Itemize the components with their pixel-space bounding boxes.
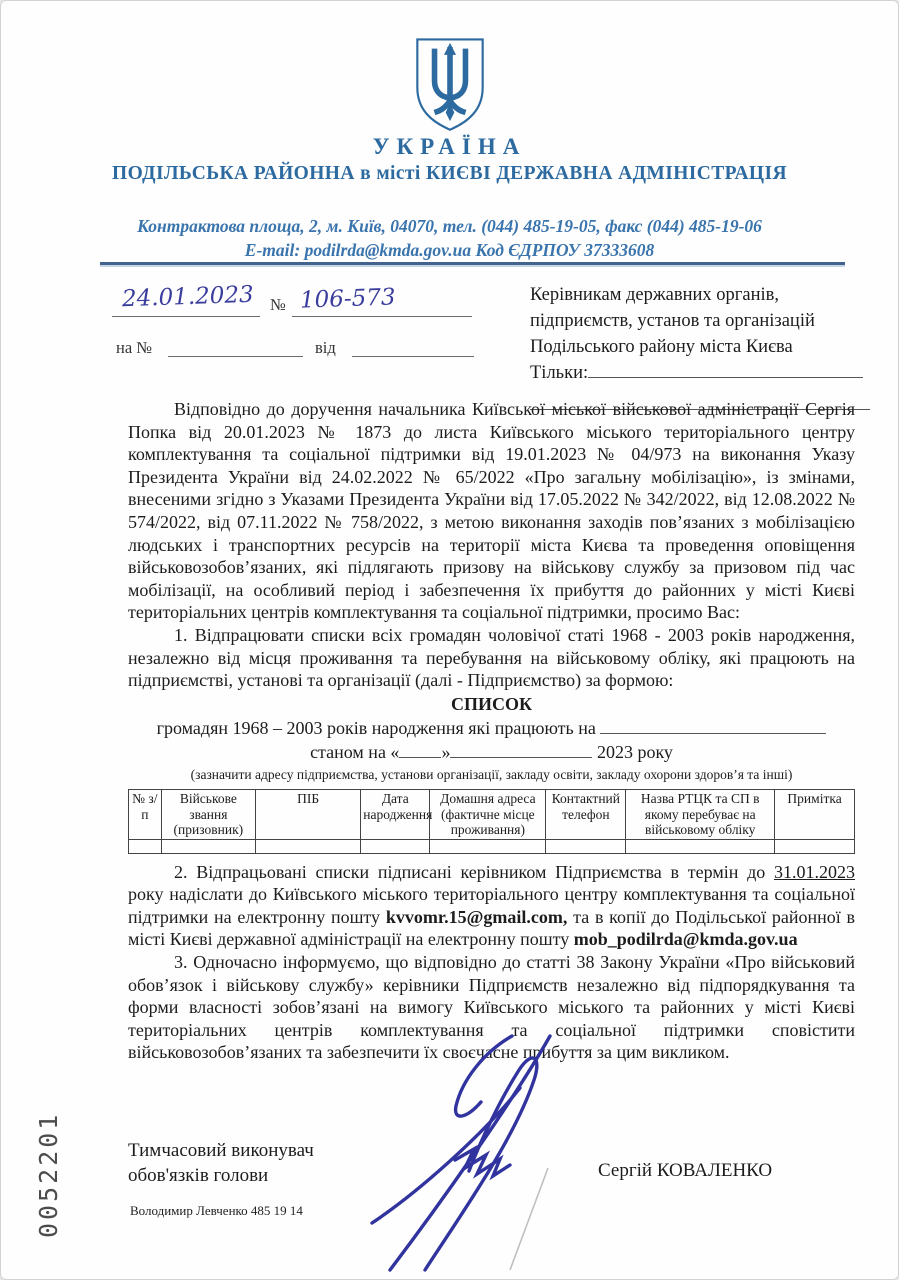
as-of-date-row	[128, 740, 855, 764]
signer-name: Сергій КОВАЛЕНКО	[598, 1160, 773, 1181]
list-form-table	[128, 789, 855, 854]
signer-position-line-2: обов'язків голови	[128, 1165, 269, 1186]
col-header-rtck: Назва РТЦК та СП в якому перебуває на військовому обліку	[626, 790, 775, 840]
col-header-phone: Контактний телефон	[546, 790, 626, 840]
contact-email-line: E-mail: podilrda@kmda.gov.ua Код ЄДРПОУ 37333608	[244, 240, 655, 260]
table-empty-row	[129, 839, 855, 853]
asof-close-quote: »	[441, 741, 451, 762]
col-header-notes: Примітка	[775, 790, 855, 840]
number-sign: №	[270, 295, 286, 314]
reply-number-line	[168, 356, 303, 357]
table-note: (зазначити адресу підприємства, установи організації, закладу освіти, закладу охорони здоров’я та інші)	[190, 766, 793, 782]
empty-cell	[256, 839, 361, 853]
list-subtitle	[128, 716, 855, 740]
p2-seg5: та в копії до Подільської районної в місті Києві державної адміністрації на електронну пошту	[128, 906, 856, 950]
only-blank-line	[588, 360, 863, 378]
outgoing-date-handwritten: 24.01.2023	[121, 281, 255, 313]
p2-email-kvvomr: kvvomr.15@gmail.com,	[385, 906, 568, 927]
paragraph-2	[128, 861, 855, 951]
emblem-block	[0, 36, 899, 139]
table-header-row	[129, 790, 855, 840]
empty-cell	[129, 839, 162, 853]
reply-to-number-label: на №	[116, 338, 153, 357]
asof-month-blank	[450, 740, 592, 758]
list-subtitle-text: громадян 1968 – 2003 років народження які працюють на	[156, 718, 596, 739]
reply-date-line	[352, 356, 474, 357]
empty-cell	[361, 839, 430, 853]
header-divider	[100, 262, 845, 267]
employer-blank-line	[600, 716, 826, 734]
col-header-name: ПІБ	[256, 790, 361, 840]
empty-cell	[546, 839, 626, 853]
col-header-address: Домашня адреса (фактичне місце проживання)	[430, 790, 546, 840]
paragraph-3: 3. Одночасно інформуємо, що відповідно до статті 38 Закону України «Про військовий обов’язок і військову службу» керівники Підприємств незалежно від підпорядкування та форми власності зобов’язані на вимогу Київського міського та районних у місті Києві територіальних центрів комплектування та соціальної підтримки сповістити військовозобов’язаних та забезпечити їх своєчасне прибуття за цим викликом.	[128, 951, 855, 1063]
empty-cell	[161, 839, 255, 853]
empty-cell	[626, 839, 775, 853]
signer-position	[128, 1138, 314, 1188]
addressee-line-2: підприємств, установ та організацій	[530, 311, 815, 331]
empty-cell	[430, 839, 546, 853]
country-name: УКРАЇНА	[372, 134, 527, 159]
outgoing-number-handwritten: 106-573	[299, 284, 397, 314]
only-label: Тільки:	[530, 363, 589, 383]
organization-title: ПОДІЛЬСЬКА РАЙОННА в місті КИЄВІ ДЕРЖАВНА АДМІНІСТРАЦІЯ	[112, 163, 787, 184]
signer-position-line-1: Тимчасовий виконувач	[128, 1140, 314, 1161]
paragraph-1: Відповідно до доручення начальника Київської міської військової адміністрації Сергія Попка від 20.01.2023 № 1873 до листа Київського міського територіального центру комплектування та соціальної підтримки від 19.01.2023 № 04/973 на виконання Указу Президента України від 24.02.2022 № 65/2022 «Про загальну мобілізацію», із змінами, внесеними згідно з Указами Президента України від 17.05.2022 № 342/2022, від 12.08.2022 № 574/2022, від 07.11.2022 № 758/2022, з метою виконання заходів пов’язаних з мобілізацією людських і транспортних ресурсів на території міста Києва та проведення оповіщення військовозобов’язаних, які підлягають призову на військову службу за призовом під час мобілізації, на особливий період і забезпечення їх прибуття до районних у місті Києві територіальних центрів комплектування та соціальної підтримки, просимо Вас:	[128, 399, 855, 623]
p2-seg1: 2. Відпрацьовані списки підписані керівником Підприємства в термін до	[174, 861, 774, 882]
list-title: СПИСОК	[450, 693, 533, 714]
addressee-only-row	[530, 360, 878, 386]
asof-day-blank	[399, 740, 441, 758]
addressee-line-3: Подільського району міста Києва	[530, 337, 793, 357]
handwritten-signature-icon	[362, 1018, 577, 1273]
empty-cell	[775, 839, 855, 853]
contact-address-line: Контрактова площа, 2, м. Київ, 04070, тел. (044) 485-19-05, факс (044) 485-19-06	[137, 216, 762, 236]
tryzub-coat-of-arms-icon	[407, 36, 493, 134]
asof-prefix: станом на «	[310, 741, 400, 762]
letter-body	[128, 398, 855, 1064]
reply-from-label: від	[315, 338, 336, 357]
addressee-line-1: Керівникам державних органів,	[530, 285, 780, 305]
number-line	[292, 316, 472, 317]
p2-email-podilrda: mob_podilrda@kmda.gov.ua	[573, 929, 798, 950]
col-header-index: № з/п	[129, 790, 162, 840]
executor-contact: Володимир Левченко 485 19 14	[130, 1203, 303, 1218]
asof-year: 2023 року	[596, 741, 673, 762]
registration-stamp-number: 0052201	[34, 1111, 63, 1238]
paragraph-item-1: 1. Відпрацювати списки всіх громадян чоловічої статі 1968 - 2003 років народження, незалежно від місця проживання та перебування на військовому обліку, які працюють на підприємстві, установі та організації (далі - Підприємство) за формою:	[128, 624, 855, 691]
p2-seg3: року надіслати до Київського міського територіального центру комплектування та соціальної підтримки на електронну пошту	[128, 884, 855, 927]
date-line	[112, 316, 260, 317]
p2-deadline-date: 31.01.2023	[774, 861, 855, 882]
col-header-birthdate: Дата народження	[361, 790, 430, 840]
col-header-rank: Військове звання (призовник)	[161, 790, 255, 840]
